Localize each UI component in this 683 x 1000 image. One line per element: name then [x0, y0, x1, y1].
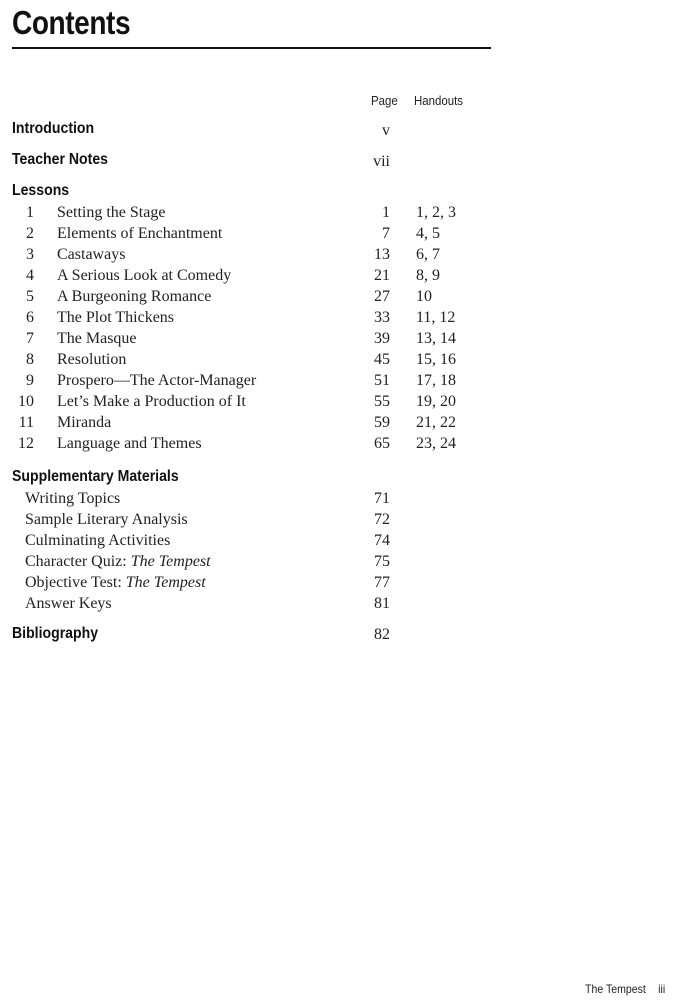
lesson-page: 1: [382, 204, 390, 221]
lesson-number: 10: [18, 393, 34, 410]
lesson-number: 8: [26, 351, 34, 368]
supplementary-row[interactable]: [0, 490, 683, 511]
lesson-row[interactable]: [0, 393, 683, 414]
lesson-title: Setting the Stage: [57, 204, 166, 221]
section-introduction[interactable]: Introduction: [12, 120, 95, 137]
section-bibliography-page: 82: [374, 626, 390, 643]
lesson-page: 65: [374, 435, 390, 452]
supplementary-page: 71: [374, 490, 390, 507]
lesson-page: 39: [374, 330, 390, 347]
lesson-page: 51: [374, 372, 390, 389]
lesson-row[interactable]: [0, 414, 683, 435]
lesson-number: 3: [26, 246, 34, 263]
lesson-page: 21: [374, 267, 390, 284]
lesson-handouts: 1, 2, 3: [416, 204, 456, 221]
lesson-row[interactable]: [0, 267, 683, 288]
supplementary-title: Character Quiz: The Tempest: [25, 553, 211, 570]
section-teacher-notes-page: vii: [373, 153, 390, 170]
lesson-title: Prospero—The Actor-Manager: [57, 372, 257, 389]
lesson-title: Elements of Enchantment: [57, 225, 223, 242]
supplementary-page: 81: [374, 595, 390, 612]
section-lessons: Lessons: [12, 182, 70, 199]
lesson-row[interactable]: [0, 372, 683, 393]
lesson-row[interactable]: [0, 330, 683, 351]
lesson-handouts: 6, 7: [416, 246, 440, 263]
supplementary-title: Sample Literary Analysis: [25, 511, 188, 528]
lesson-title: Language and Themes: [57, 435, 202, 452]
lesson-number: 9: [26, 372, 34, 389]
supplementary-row[interactable]: [0, 574, 683, 595]
lesson-title: Let’s Make a Production of It: [57, 393, 246, 410]
lesson-row[interactable]: [0, 309, 683, 330]
lesson-number: 4: [26, 267, 34, 284]
lesson-number: 12: [18, 435, 34, 452]
lesson-number: 6: [26, 309, 34, 326]
lesson-row[interactable]: [0, 204, 683, 225]
lesson-title: Castaways: [57, 246, 126, 263]
lesson-title: The Plot Thickens: [57, 309, 175, 326]
lesson-handouts: 13, 14: [416, 330, 456, 347]
lesson-title: Resolution: [57, 351, 127, 368]
lesson-row[interactable]: [0, 435, 683, 456]
supplementary-row[interactable]: [0, 532, 683, 553]
lesson-handouts: 15, 16: [416, 351, 456, 368]
page-footer: [585, 982, 665, 996]
lesson-number: 11: [18, 414, 34, 431]
supplementary-page: 74: [374, 532, 390, 549]
lesson-handouts: 17, 18: [416, 372, 456, 389]
lesson-page: 7: [382, 225, 390, 242]
lesson-row[interactable]: [0, 288, 683, 309]
lesson-handouts: 11, 12: [416, 309, 456, 326]
column-header-page: Page: [371, 93, 398, 108]
column-header-handouts: Handouts: [414, 93, 463, 108]
supplementary-title: Objective Test: The Tempest: [25, 574, 206, 591]
lesson-page: 13: [374, 246, 390, 263]
lesson-handouts: 10: [416, 288, 432, 305]
lesson-page: 59: [374, 414, 390, 431]
supplementary-title: Answer Keys: [25, 595, 112, 612]
footer-book-title: The Tempest: [585, 982, 646, 996]
section-supplementary-materials: Supplementary Materials: [12, 468, 179, 485]
lesson-handouts: 19, 20: [416, 393, 456, 410]
lesson-row[interactable]: [0, 246, 683, 267]
page-title: Contents: [12, 4, 131, 41]
supplementary-row[interactable]: [0, 553, 683, 574]
lesson-number: 5: [26, 288, 34, 305]
lesson-handouts: 21, 22: [416, 414, 456, 431]
lesson-number: 1: [26, 204, 34, 221]
lesson-title: The Masque: [57, 330, 137, 347]
lesson-page: 55: [374, 393, 390, 410]
section-introduction-page: v: [382, 122, 390, 139]
supplementary-page: 75: [374, 553, 390, 570]
lesson-page: 27: [374, 288, 390, 305]
title-rule: [12, 47, 491, 49]
lesson-title: A Serious Look at Comedy: [57, 267, 232, 284]
lesson-title: Miranda: [57, 414, 112, 431]
lesson-page: 45: [374, 351, 390, 368]
lesson-number: 2: [26, 225, 34, 242]
supplementary-page: 77: [374, 574, 390, 591]
section-teacher-notes[interactable]: Teacher Notes: [12, 151, 108, 168]
lesson-number: 7: [26, 330, 34, 347]
lesson-row[interactable]: [0, 351, 683, 372]
supplementary-row[interactable]: [0, 595, 683, 616]
footer-page-number: iii: [658, 982, 666, 996]
supplementary-row[interactable]: [0, 511, 683, 532]
supplementary-title: Culminating Activities: [25, 532, 171, 549]
section-bibliography[interactable]: Bibliography: [12, 625, 99, 642]
supplementary-title: Writing Topics: [25, 490, 121, 507]
lesson-handouts: 23, 24: [416, 435, 456, 452]
lesson-handouts: 8, 9: [416, 267, 440, 284]
lesson-handouts: 4, 5: [416, 225, 440, 242]
lesson-title: A Burgeoning Romance: [57, 288, 212, 305]
lesson-row[interactable]: [0, 225, 683, 246]
supplementary-page: 72: [374, 511, 390, 528]
lesson-page: 33: [374, 309, 390, 326]
